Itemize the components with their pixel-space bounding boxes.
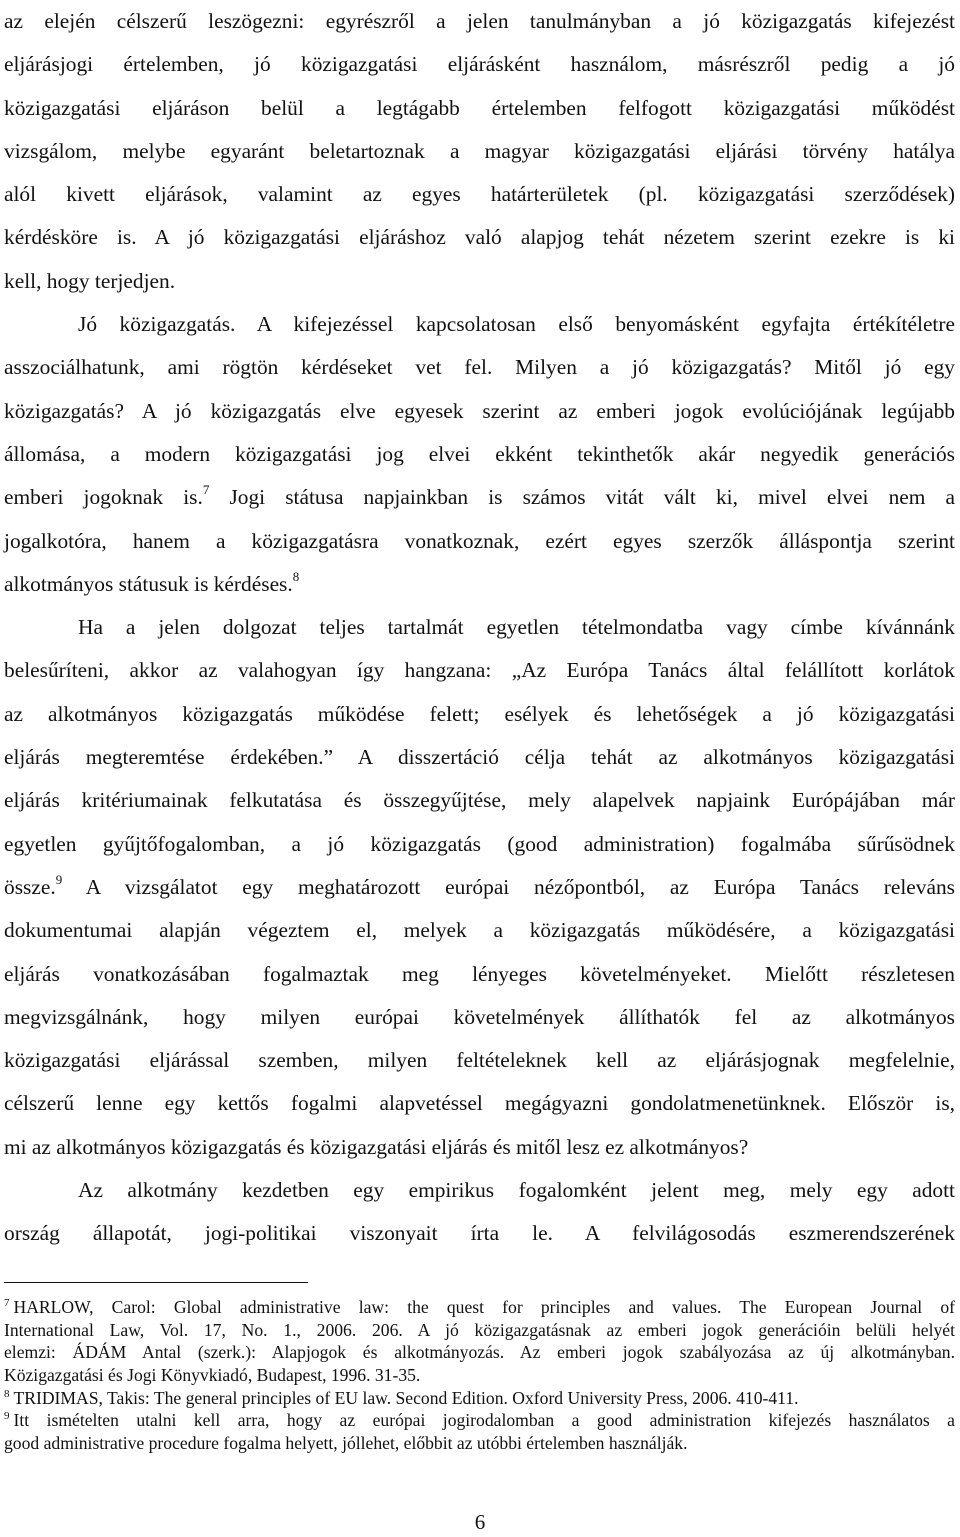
body-line-text: az elején célszerű leszögezni: egyrészről a jelen tanulmányban a jó közigazgatás kifejezést [4, 9, 955, 33]
body-line-text: közigazgatási eljáráson belül a legtágabb értelemben felfogott közigazgatási működést [4, 95, 955, 120]
footnote-line [4, 1387, 955, 1410]
body-line-text-after: A vizsgálatot egy meghatározott európai nézőpontból, az Európa Tanács releváns [62, 874, 955, 899]
body-line-text-after: Jogi státusa napjainkban is számos vitát vált ki, mivel elvei nem a [209, 485, 956, 510]
body-line [4, 1169, 955, 1212]
body-line [4, 216, 955, 259]
footnote-line [4, 1296, 955, 1319]
body-line [4, 433, 955, 476]
body-line [4, 1212, 955, 1255]
footnotes [4, 1296, 955, 1455]
body-line [4, 649, 955, 692]
body-line-text: ország állapotát, jogi-politikai viszonyait írta le. A felvilágosodás eszmerendszerének [4, 1221, 955, 1246]
body-line [4, 736, 955, 779]
body-line [4, 909, 955, 952]
footnote-text: elemzi: ÁDÁM Antal (szerk.): Alapjogok és alkotmányozás. Az emberi jogok szabályozása az új alkotmányban. [4, 1342, 955, 1363]
footnote-ref: 9 [55, 871, 63, 887]
body-line-text: Az alkotmány kezdetben egy empirikus fogalomként jelent meg, mely egy adott [78, 1178, 955, 1203]
body-line-text: eljárás megteremtése érdekében.” A disszertáció célja tehát az alkotmányos közigazgatási [4, 745, 955, 770]
body-line-text: össze. [4, 874, 56, 899]
body-line-text: alól kivett eljárások, valamint az egyes határterületek (pl. közigazgatási szerződések) [4, 182, 955, 207]
footnote-line [4, 1341, 955, 1364]
body-line [4, 87, 955, 130]
footnote-ref: 7 [202, 482, 210, 498]
body-line-text: eljárásjogi értelemben, jó közigazgatási eljárásként használom, másrészről pedig a jó [4, 52, 955, 77]
body-line-text: az alkotmányos közigazgatás működése felett; esélyek és lehetőségek a jó közigazgatási [4, 701, 955, 726]
body-line [4, 173, 955, 216]
footnote-line [4, 1409, 955, 1432]
footnote-text: TRIDIMAS, Takis: The general principles of EU law. Second Edition. Oxford University Press, 2006. 410-411. [13, 1387, 799, 1408]
body-line [4, 779, 955, 822]
footnote-number: 7 [4, 1297, 10, 1309]
body-line-text: jogalkotóra, hanem a közigazgatásra vonatkoznak, ezért egyes szerzők álláspontja szerint [4, 528, 955, 553]
footnote-text: Itt ismételten utalni kell arra, hogy az európai jogirodalomban a good administration kifejezés használatos a [13, 1410, 955, 1431]
body-line-text: belesűríteni, akkor az valahogyan így hangzana: „Az Európa Tanács által felállított korlátok [4, 658, 955, 683]
body-line [4, 866, 955, 909]
footnote-line [4, 1432, 955, 1455]
body-line [4, 953, 955, 996]
body-line [4, 1039, 955, 1082]
body-line-text: eljárás vonatkozásában fogalmaztak meg lényeges követelményeket. Mielőtt részletesen [4, 961, 955, 986]
body-line [4, 476, 955, 519]
body-line [4, 390, 955, 433]
footnote-line [4, 1364, 955, 1387]
body-line [4, 346, 955, 389]
body-line-text: vizsgálom, melybe egyaránt beletartoznak a magyar közigazgatási eljárási törvény hatálya [4, 138, 955, 163]
body-line-text: egyetlen gyűjtőfogalomban, a jó közigazgatás (good administration) fogalmába sűrűsödnek [4, 831, 955, 856]
body-line-text: alkotmányos státusuk is kérdéses. [4, 571, 293, 596]
footnote-text: HARLOW, Carol: Global administrative law: the quest for principles and values. The European Journal of [13, 1297, 955, 1317]
footnote-separator [4, 1282, 308, 1283]
body-line-text: dokumentumai alapján végeztem el, melyek a közigazgatás működésére, a közigazgatási [4, 918, 955, 943]
body-line [4, 520, 955, 563]
body-line-text: megvizsgálnánk, hogy milyen európai követelmények állíthatók fel az alkotmányos [4, 1004, 955, 1029]
footnote-number: 9 [4, 1410, 10, 1423]
body-line [4, 1126, 955, 1169]
body-line-text: közigazgatási eljárással szemben, milyen feltételeknek kell az eljárásjognak megfelelnie, [4, 1048, 955, 1073]
body-line [4, 996, 955, 1039]
body-line-text: kell, hogy terjedjen. [4, 268, 176, 293]
body-line-text: emberi jogoknak is. [4, 485, 203, 510]
body-line-text: Jó közigazgatás. A kifejezéssel kapcsolatosan első benyomásként egyfajta értékítéletre [78, 312, 955, 337]
body-line-text: közigazgatás? A jó közigazgatás elve egyesek szerint az emberi jogok evolúciójának legújabb [4, 398, 955, 423]
body-line [4, 43, 955, 86]
body-line [4, 303, 955, 346]
body-line [4, 606, 955, 649]
body-line-text: eljárás kritériumainak felkutatása és összegyűjtése, mely alapelvek napjaink Európájában már [4, 788, 955, 813]
body-line [4, 260, 955, 303]
body-line-text: célszerű lenne egy kettős fogalmi alapvetéssel megágyazni gondolatmenetünknek. Először is, [4, 1091, 955, 1116]
footnote-text: Közigazgatási és Jogi Könyvkiadó, Budapest, 1996. 31-35. [4, 1365, 421, 1386]
body-line-text: állomása, a modern közigazgatási jog elvei ekként tekinthetők akár negyedik generációs [4, 441, 955, 466]
body-text [4, 0, 955, 1256]
body-line-text: kérdésköre is. A jó közigazgatási eljáráshoz való alapjog tehát nézetem szerint ezekre is ki [4, 225, 955, 250]
body-line [4, 0, 955, 43]
footnote-text: International Law, Vol. 17, No. 1., 2006. 206. A jó közigazgatásnak az emberi jogok generációin belüli helyét [4, 1319, 955, 1340]
body-line [4, 823, 955, 866]
body-line-text: asszociálhatunk, ami rögtön kérdéseket vet fel. Milyen a jó közigazgatás? Mitől jó egy [4, 355, 955, 380]
page-number: 6 [474, 1510, 486, 1534]
footnote-text: good administrative procedure fogalma helyett, jóllehet, előbbit az utóbbi értelemben használják. [4, 1433, 688, 1454]
body-line [4, 130, 955, 173]
body-line [4, 693, 955, 736]
body-line [4, 1082, 955, 1125]
body-line-text: mi az alkotmányos közigazgatás és közigazgatási eljárás és mitől lesz ez alkotmányos? [4, 1134, 749, 1159]
footnote-number: 8 [4, 1387, 10, 1400]
body-line [4, 563, 955, 606]
footnote-ref: 8 [292, 568, 300, 584]
body-line-text: Ha a jelen dolgozat teljes tartalmát egyetlen tételmondatba vagy címbe kívánnánk [78, 615, 955, 640]
footnote-line [4, 1319, 955, 1342]
